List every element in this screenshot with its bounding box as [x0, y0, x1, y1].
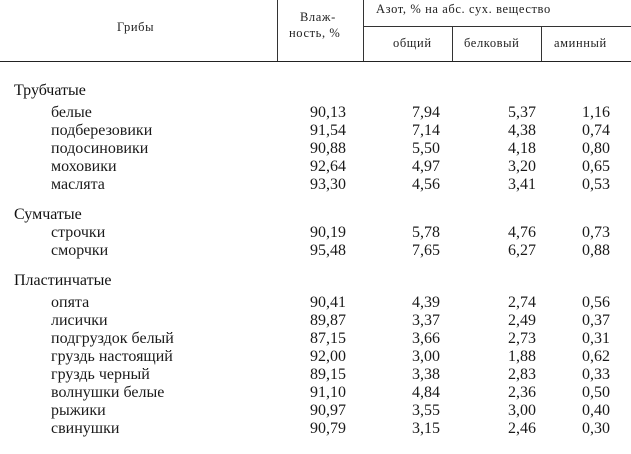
total-nitrogen-value: 7,14 [412, 122, 440, 139]
mushroom-name: подосиновики [51, 140, 149, 157]
total-nitrogen-value: 3,66 [412, 330, 440, 347]
protein-nitrogen-value: 3,41 [508, 176, 536, 193]
moisture-value: 90,88 [310, 140, 346, 157]
moisture-value: 89,87 [310, 312, 346, 329]
table-row [0, 242, 631, 260]
table-row [0, 104, 631, 122]
total-nitrogen-value: 5,78 [412, 224, 440, 241]
header-moisture-line1: Влаж- [300, 10, 336, 24]
table-row [0, 420, 631, 438]
mushroom-name: груздь настоящий [51, 348, 173, 365]
table-row [0, 384, 631, 402]
amine-nitrogen-value: 0,31 [582, 330, 610, 347]
mushroom-name: лисички [51, 312, 108, 329]
total-nitrogen-value: 5,50 [412, 140, 440, 157]
table-row [0, 366, 631, 384]
total-nitrogen-value: 7,94 [412, 104, 440, 121]
header-bottom-rule [0, 61, 631, 62]
total-nitrogen-value: 3,38 [412, 366, 440, 383]
amine-nitrogen-value: 0,30 [582, 420, 610, 437]
total-nitrogen-value: 3,55 [412, 402, 440, 419]
group-title: Сумчатые [14, 206, 82, 223]
table-row [0, 140, 631, 158]
protein-nitrogen-value: 2,83 [508, 366, 536, 383]
mushroom-name: опята [51, 294, 90, 311]
mushroom-name: белые [51, 104, 92, 121]
header-subdivider [363, 26, 631, 27]
mushroom-name: груздь черный [51, 366, 150, 383]
mushroom-name: подгруздок белый [51, 330, 174, 347]
group-title: Трубчатые [14, 82, 86, 99]
table-row [0, 402, 631, 420]
table-row [0, 294, 631, 312]
protein-nitrogen-value: 2,49 [508, 312, 536, 329]
amine-nitrogen-value: 0,56 [582, 294, 610, 311]
mushroom-name: рыжики [51, 402, 106, 419]
moisture-value: 90,79 [310, 420, 346, 437]
amine-nitrogen-value: 0,80 [582, 140, 610, 157]
amine-nitrogen-value: 0,73 [582, 224, 610, 241]
moisture-value: 87,15 [310, 330, 346, 347]
protein-nitrogen-value: 4,38 [508, 122, 536, 139]
protein-nitrogen-value: 1,88 [508, 348, 536, 365]
amine-nitrogen-value: 0,53 [582, 176, 610, 193]
moisture-value: 92,00 [310, 348, 346, 365]
total-nitrogen-value: 4,56 [412, 176, 440, 193]
mushroom-name: волнушки белые [51, 384, 165, 401]
header-divider [363, 0, 364, 62]
header-divider [452, 26, 453, 62]
header-total: общий [393, 36, 432, 50]
moisture-value: 90,97 [310, 402, 346, 419]
group-title: Пластинчатые [14, 272, 112, 289]
header-mushrooms: Грибы [117, 20, 155, 34]
table-header [0, 0, 631, 62]
header-nitrogen: Азот, % на абс. сух. вещество [376, 2, 551, 16]
moisture-value: 90,19 [310, 224, 346, 241]
amine-nitrogen-value: 0,40 [582, 402, 610, 419]
protein-nitrogen-value: 2,36 [508, 384, 536, 401]
moisture-value: 93,30 [310, 176, 346, 193]
protein-nitrogen-value: 3,20 [508, 158, 536, 175]
protein-nitrogen-value: 4,18 [508, 140, 536, 157]
table-row [0, 224, 631, 242]
amine-nitrogen-value: 0,74 [582, 122, 610, 139]
table-row [0, 176, 631, 194]
moisture-value: 89,15 [310, 366, 346, 383]
moisture-value: 92,64 [310, 158, 346, 175]
total-nitrogen-value: 3,00 [412, 348, 440, 365]
amine-nitrogen-value: 0,33 [582, 366, 610, 383]
table-row [0, 122, 631, 140]
amine-nitrogen-value: 0,50 [582, 384, 610, 401]
total-nitrogen-value: 4,39 [412, 294, 440, 311]
header-divider [277, 0, 278, 62]
header-divider [541, 26, 542, 62]
total-nitrogen-value: 7,65 [412, 242, 440, 259]
protein-nitrogen-value: 5,37 [508, 104, 536, 121]
amine-nitrogen-value: 0,65 [582, 158, 610, 175]
protein-nitrogen-value: 2,74 [508, 294, 536, 311]
mushroom-name: маслята [51, 176, 105, 193]
table-row [0, 330, 631, 348]
amine-nitrogen-value: 0,88 [582, 242, 610, 259]
table-row [0, 158, 631, 176]
mushroom-name: свинушки [51, 420, 120, 437]
moisture-value: 90,41 [310, 294, 346, 311]
mushroom-name: сморчки [51, 242, 109, 259]
protein-nitrogen-value: 2,73 [508, 330, 536, 347]
header-protein: белковый [464, 36, 520, 50]
mushroom-name: подберезовики [51, 122, 153, 139]
mushroom-name: строчки [51, 224, 106, 241]
amine-nitrogen-value: 0,37 [582, 312, 610, 329]
moisture-value: 95,48 [310, 242, 346, 259]
table-row [0, 348, 631, 366]
total-nitrogen-value: 3,15 [412, 420, 440, 437]
amine-nitrogen-value: 0,62 [582, 348, 610, 365]
protein-nitrogen-value: 2,46 [508, 420, 536, 437]
total-nitrogen-value: 4,84 [412, 384, 440, 401]
header-amine: аминный [554, 36, 607, 50]
mushroom-name: моховики [51, 158, 117, 175]
moisture-value: 90,13 [310, 104, 346, 121]
protein-nitrogen-value: 4,76 [508, 224, 536, 241]
moisture-value: 91,54 [310, 122, 346, 139]
moisture-value: 91,10 [310, 384, 346, 401]
amine-nitrogen-value: 1,16 [582, 104, 610, 121]
header-moisture-line2: ность, % [289, 26, 341, 40]
protein-nitrogen-value: 3,00 [508, 402, 536, 419]
total-nitrogen-value: 4,97 [412, 158, 440, 175]
table-row [0, 312, 631, 330]
total-nitrogen-value: 3,37 [412, 312, 440, 329]
protein-nitrogen-value: 6,27 [508, 242, 536, 259]
